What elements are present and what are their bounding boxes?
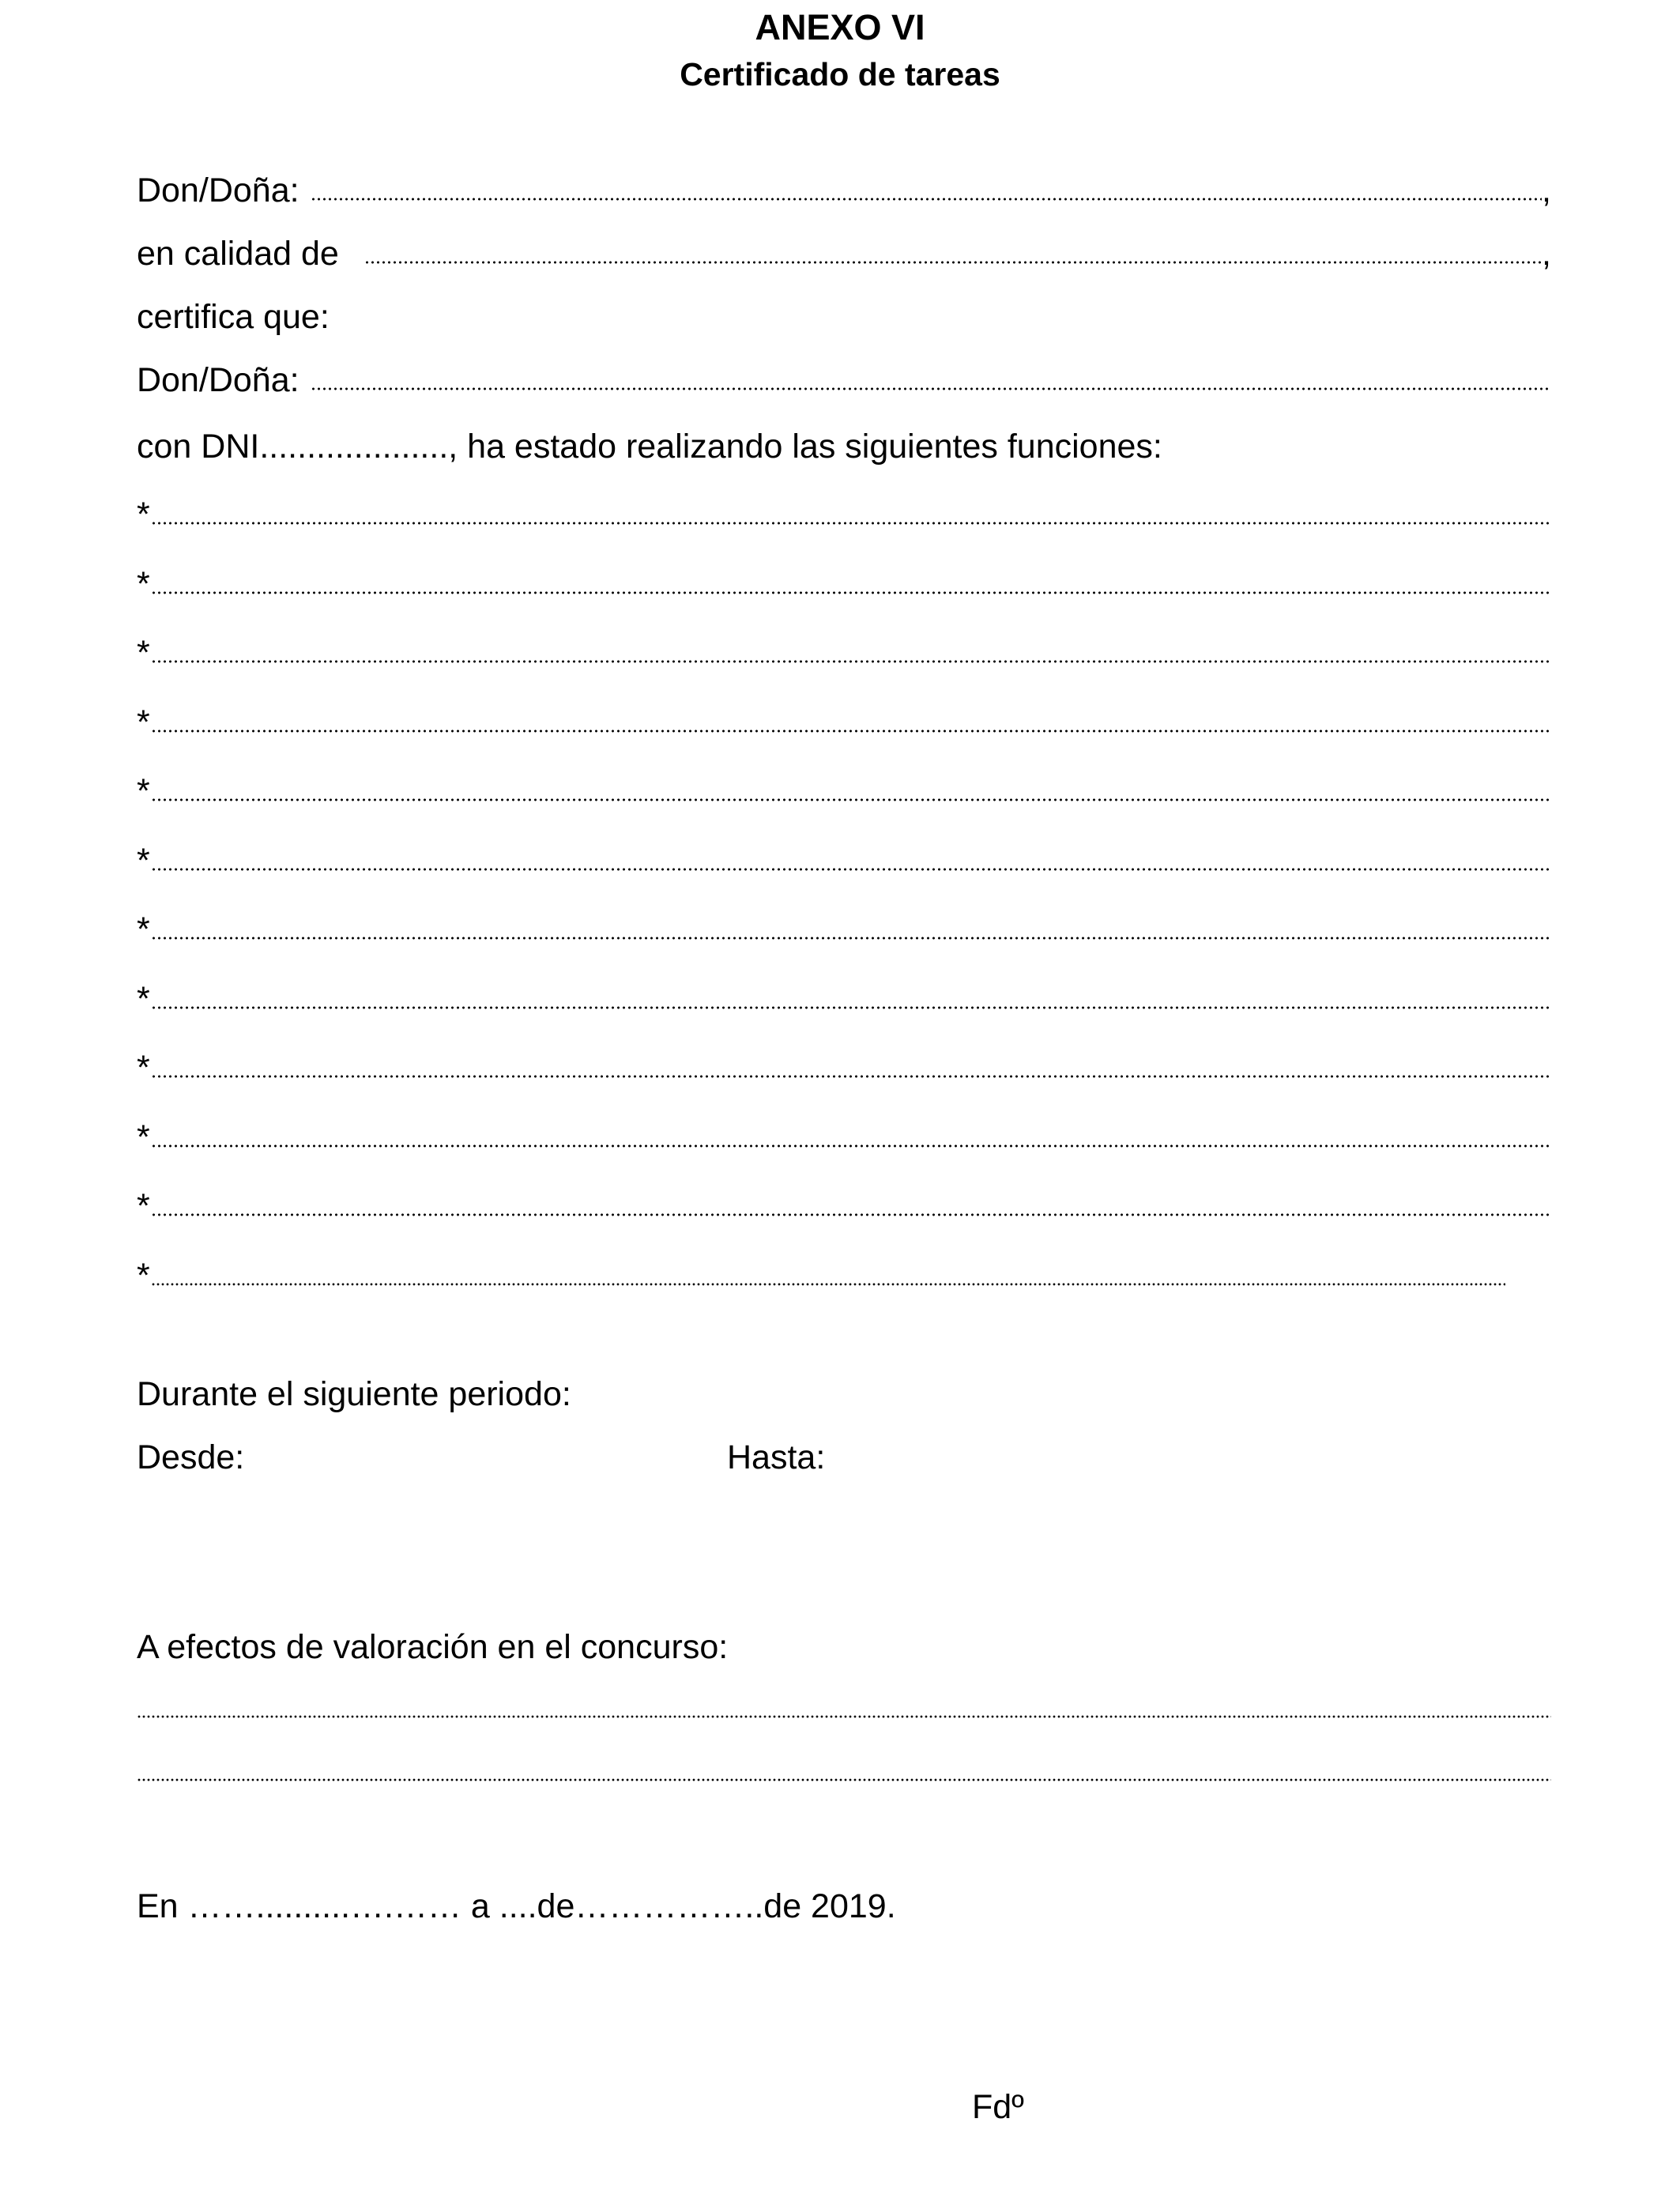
certifier-name-dots bbox=[311, 194, 1542, 204]
certifier-name-field[interactable] bbox=[137, 168, 1551, 213]
place-date-line: En ……..........….…… a ....de……………..de 2019. bbox=[137, 1887, 896, 1925]
subject-name-dots bbox=[311, 384, 1551, 394]
certifier-name-comma: , bbox=[1542, 172, 1551, 209]
task-dots bbox=[151, 726, 1551, 736]
subject-name-field[interactable] bbox=[137, 357, 1551, 403]
signature-label: Fdº bbox=[972, 2088, 1024, 2126]
task-bullet: * bbox=[137, 772, 150, 810]
subject-dni-line: con DNI...................., ha estado realizando las siguientes funciones: bbox=[137, 428, 1162, 466]
period-heading: Durante el siguiente periodo: bbox=[137, 1375, 571, 1413]
annex-title: ANEXO VI bbox=[755, 7, 925, 47]
task-bullet: * bbox=[137, 1187, 150, 1225]
task-dots bbox=[151, 1210, 1551, 1220]
task-bullet: * bbox=[137, 1118, 150, 1156]
task-dots bbox=[151, 657, 1551, 666]
task-bullet: * bbox=[137, 910, 150, 948]
task-bullet: * bbox=[137, 496, 150, 533]
period-to-label: Hasta: bbox=[727, 1438, 826, 1476]
task-line[interactable] bbox=[137, 768, 1551, 814]
task-dots bbox=[151, 933, 1551, 943]
subject-name-label: Don/Doña: bbox=[137, 361, 299, 399]
certifier-role-dots bbox=[364, 258, 1542, 267]
task-dots bbox=[151, 1003, 1551, 1012]
task-bullet: * bbox=[137, 842, 150, 880]
task-line[interactable] bbox=[137, 1045, 1551, 1091]
purpose-heading: A efectos de valoración en el concurso: bbox=[137, 1628, 729, 1666]
task-line[interactable] bbox=[137, 1183, 1551, 1229]
task-line[interactable] bbox=[137, 699, 1551, 745]
task-dots bbox=[151, 1280, 1505, 1289]
task-dots bbox=[151, 1141, 1551, 1151]
task-bullet: * bbox=[137, 565, 150, 603]
purpose-dots bbox=[137, 1712, 1551, 1721]
task-line[interactable] bbox=[137, 1114, 1551, 1160]
certifier-role-field[interactable] bbox=[137, 231, 1551, 277]
task-dots bbox=[151, 1072, 1551, 1081]
task-dots bbox=[151, 588, 1551, 598]
task-line[interactable] bbox=[137, 838, 1551, 884]
purpose-dots bbox=[137, 1775, 1551, 1785]
certifier-name-label: Don/Doña: bbox=[137, 172, 299, 209]
certifier-role-label: en calidad de bbox=[137, 235, 339, 273]
certifier-role-comma: , bbox=[1542, 235, 1551, 273]
purpose-line[interactable] bbox=[137, 1748, 1551, 1794]
task-line[interactable] bbox=[137, 1253, 1505, 1299]
task-line[interactable] bbox=[137, 492, 1551, 537]
task-line[interactable] bbox=[137, 976, 1551, 1022]
task-line[interactable] bbox=[137, 630, 1551, 676]
task-bullet: * bbox=[137, 1049, 150, 1087]
task-bullet: * bbox=[137, 703, 150, 741]
task-line[interactable] bbox=[137, 907, 1551, 952]
document-subtitle: Certificado de tareas bbox=[680, 56, 1000, 92]
purpose-line[interactable] bbox=[137, 1685, 1551, 1731]
period-from-label: Desde: bbox=[137, 1438, 245, 1476]
task-line[interactable] bbox=[137, 561, 1551, 607]
certifies-text: certifica que: bbox=[137, 298, 330, 336]
task-bullet: * bbox=[137, 1257, 150, 1295]
task-dots bbox=[151, 865, 1551, 874]
task-bullet: * bbox=[137, 980, 150, 1018]
task-dots bbox=[151, 518, 1551, 528]
task-dots bbox=[151, 795, 1551, 805]
task-bullet: * bbox=[137, 634, 150, 672]
